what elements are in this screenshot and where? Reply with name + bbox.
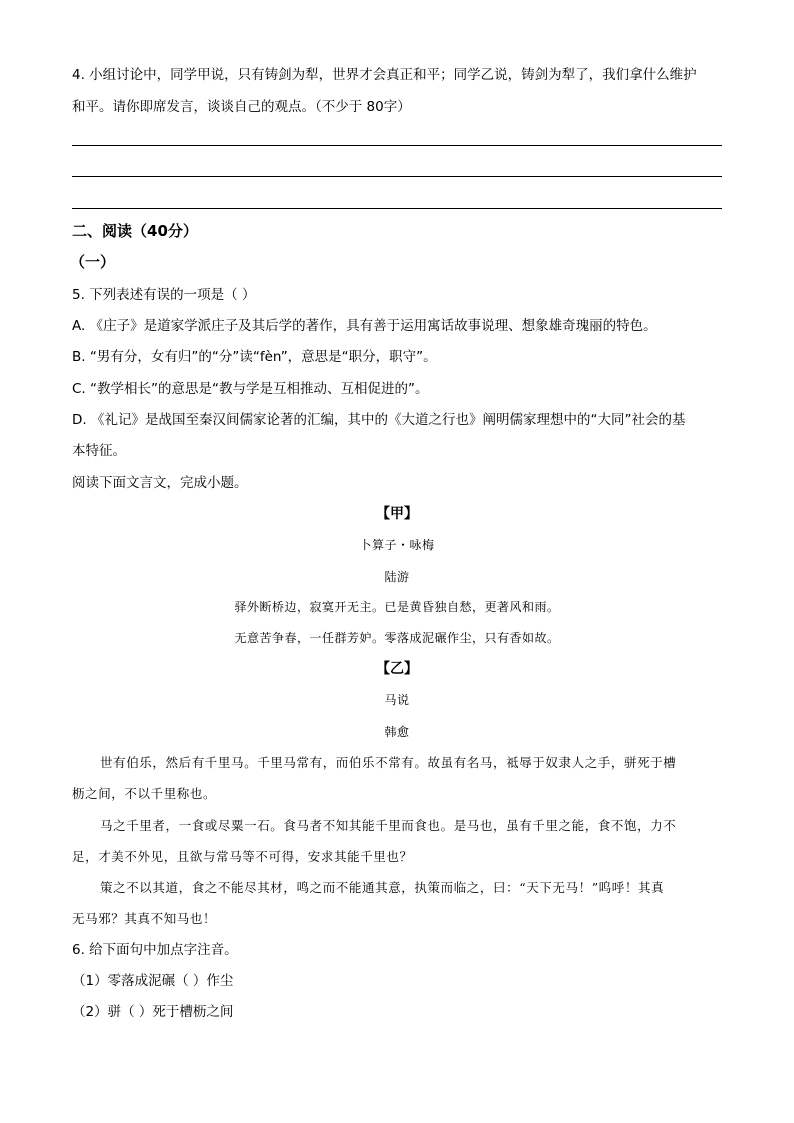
q6-item-1: （1）零落成泥碾（ ）作尘	[72, 973, 234, 989]
yi-para-1-line-2: 枥之间，不以千里称也。	[72, 786, 217, 801]
q6-stem: 6. 给下面句中加点字注音。	[72, 942, 238, 958]
q5-option-b: B. “男有分，女有归”的“分”读“fèn”，意思是“职分，职守”。	[72, 349, 437, 365]
section-2-sub: （一）	[70, 253, 116, 271]
q5-option-d-line-1: D. 《礼记》是战国至秦汉间儒家论著的汇编，其中的《大道之行也》阐明儒家理想中的“大同”社会的基	[72, 412, 686, 428]
yi-para-3-line-2: 无马邪？其真不知马也！	[72, 911, 217, 926]
q5-option-d-line-2: 本特征。	[72, 443, 126, 459]
q5-option-c: C. “教学相长”的意思是“教与学是互相推动、互相促进的”。	[72, 381, 429, 397]
q5-stem: 5. 下列表述有误的一项是（ ）	[72, 287, 256, 303]
q4-line-1: 4. 小组讨论中，同学甲说，只有铸剑为犁，世界才会真正和平；同学乙说，铸剑为犁了，我们拿什么维护	[72, 67, 697, 83]
jia-author: 陆游	[384, 570, 410, 584]
yi-para-3-line-1: 策之不以其道，食之不能尽其材，鸣之而不能通其意，执策而临之，曰：“天下无马！”呜呼！其真	[100, 880, 665, 895]
answer-line-3	[72, 208, 722, 209]
q4-line-2: 和平。请你即席发言，谈谈自己的观点。（不少于 80字）	[72, 99, 411, 115]
jia-tag: 【甲】	[376, 506, 418, 522]
yi-author: 韩愈	[384, 725, 410, 739]
yi-title: 马说	[384, 693, 410, 707]
answer-line-2	[72, 176, 722, 177]
q5-option-a: A. 《庄子》是道家学派庄子及其后学的著作，具有善于运用寓话故事说理、想象雄奇瑰丽的特色。	[72, 318, 657, 334]
answer-line-1	[72, 145, 722, 146]
section-2-title: 二、阅读（40分）	[72, 222, 198, 240]
jia-poem-line-2: 无意苦争春，一任群芳妒。零落成泥碾作尘，只有香如故。	[234, 631, 560, 645]
reading-intro: 阅读下面文言文，完成小题。	[72, 475, 248, 491]
jia-title: 卜算子・咏梅	[359, 538, 435, 552]
yi-para-2-line-2: 足，才美不外见，且欲与常马等不可得，安求其能千里也？	[72, 849, 413, 864]
jia-poem-line-1: 驿外断桥边，寂寞开无主。已是黄昏独自愁，更著风和雨。	[234, 600, 560, 614]
yi-para-2-line-1: 马之千里者，一食或尽粟一石。食马者不知其能千里而食也。是马也，虽有千里之能，食不饱，力不	[100, 818, 677, 833]
yi-para-1-line-1: 世有伯乐，然后有千里马。千里马常有，而伯乐不常有。故虽有名马，祗辱于奴隶人之手，骈死于槽	[100, 755, 677, 770]
q6-item-2: （2）骈（ ）死于槽枥之间	[72, 1004, 234, 1020]
yi-tag: 【乙】	[376, 661, 418, 677]
